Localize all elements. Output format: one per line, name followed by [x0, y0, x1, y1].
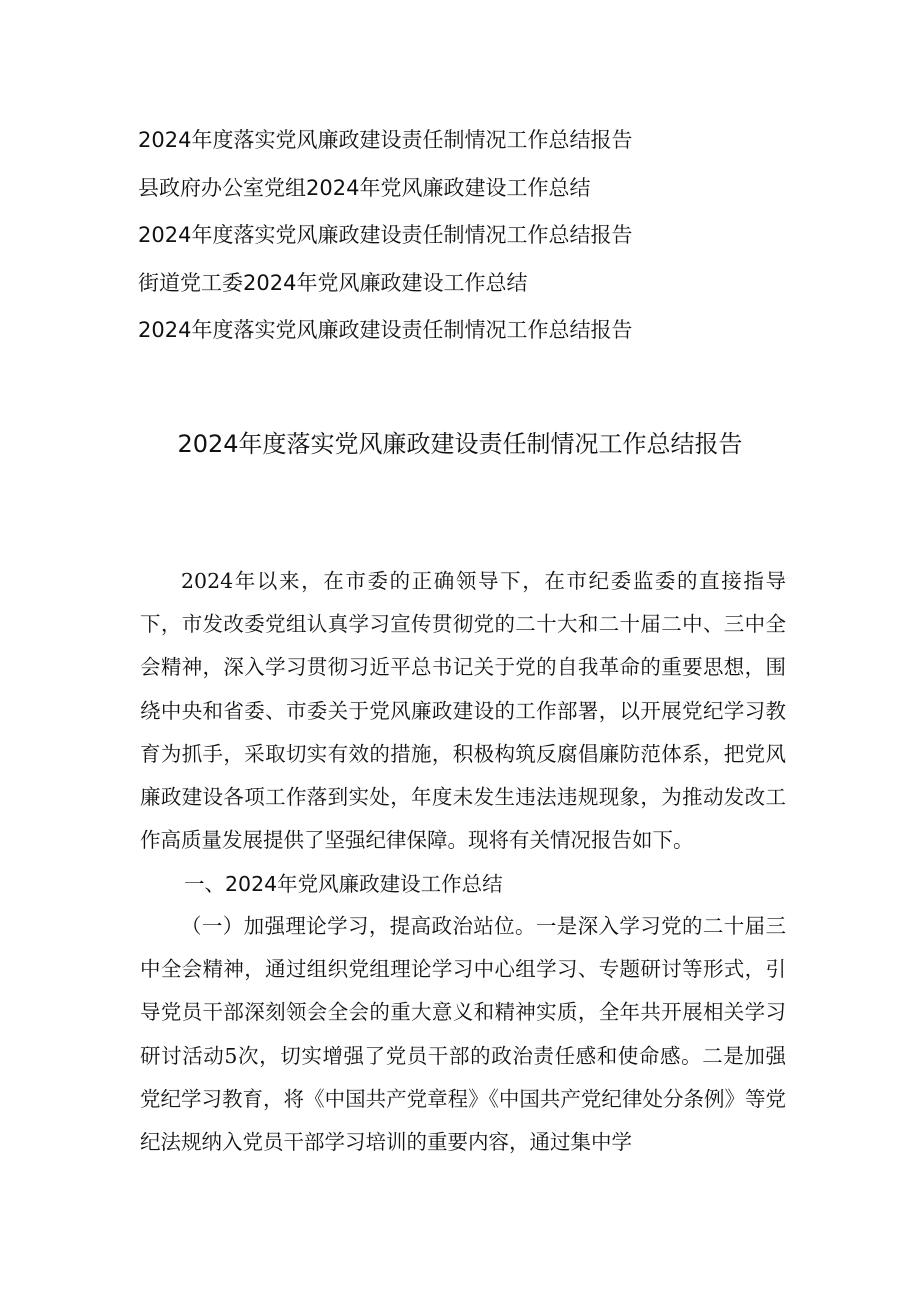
section-paragraph: （一）加强理论学习，提高政治站位。一是深入学习党的二十届三中全会精神，通过组织党组理论学习中心组学习、专题研讨等形式，引导党员干部深刻领会全会的重大意义和精神实质，全年共开展相关学习研讨活动5次，切实增强了党员干部的政治责任感和使命感。二是加强党纪学习教育，将《中国共产党章程》《中国共产党纪律处分条例》等党纪法规纳入党员干部学习培训的重要内容，通过集中学 — [140, 914, 786, 1155]
intro-paragraph: 2024年以来，在市委的正确领导下，在市纪委监委的直接指导下，市发改委党组认真学习宣传贯彻党的二十大和二十届二中、三中全会精神，深入学习贯彻习近平总书记关于党的自我革命的重要思想，围绕中央和省委、市委关于党风廉政建设的工作部署，以开展党纪学习教育为抓手，采取切实有效的措施，积极构筑反腐倡廉防范体系，把党风廉政建设各项工作落到实处，年度未发生违法违规现象，为推动发改工作高质量发展提供了坚强纪律保障。现将有关情况报告如下。 — [140, 569, 786, 853]
table-of-contents — [138, 117, 778, 355]
toc-item[interactable]: 2024年度落实党风廉政建设责任制情况工作总结报告 — [138, 318, 633, 342]
document-title: 2024年度落实党风廉政建设责任制情况工作总结报告 — [177, 430, 743, 458]
toc-item[interactable]: 2024年度落实党风廉政建设责任制情况工作总结报告 — [138, 128, 633, 152]
toc-item[interactable]: 县政府办公室党组2024年党风廉政建设工作总结 — [138, 175, 591, 200]
section-heading: 一、2024年党风廉政建设工作总结 — [184, 872, 503, 896]
toc-item[interactable]: 2024年度落实党风廉政建设责任制情况工作总结报告 — [138, 223, 633, 247]
toc-item[interactable]: 街道党工委2024年党风廉政建设工作总结 — [138, 270, 528, 295]
